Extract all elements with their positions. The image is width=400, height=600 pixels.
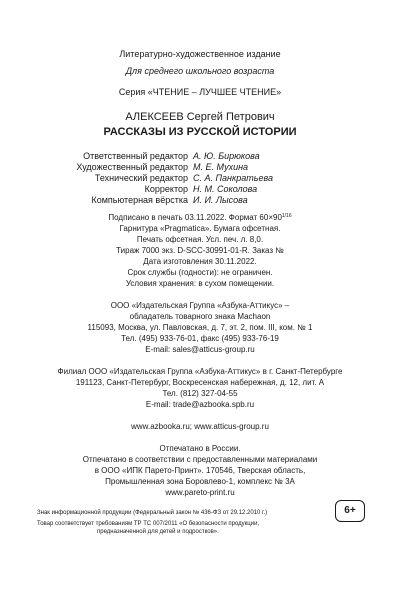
publisher-email: E-mail: sales@atticus-group.ru [145,345,255,354]
credit-role: Корректор [144,184,188,194]
print-run: Тираж 7000 экз. D-SCC-30991-01-R. Заказ № [116,246,284,255]
printed-country: Отпечатано в России. [159,444,241,453]
credit-name: И. И. Лысова [193,195,248,205]
print-signed-text: Подписано в печать 03.11.2022. Формат 60×90 [108,213,282,222]
credit-name: А. Ю. Бирюкова [193,151,260,161]
conformity-line-2: предназначенной для детей и подростков». [97,529,219,535]
info-product-mark: Знак информационной продукции (Федеральный закон № 436-ФЗ от 29.12.2010 г.) [37,510,268,516]
branch-phone: Тел. (812) 327-04-55 [162,389,238,398]
print-date: Дата изготовления 30.11.2022. [143,257,257,266]
format-fraction: 1/16 [281,213,292,219]
credit-role: Технический редактор [94,173,188,183]
credit-role: Компьютерная вёрстка [91,195,188,205]
branch-address: 191123, Санкт-Петербург, Воскресенская набережная, д. 12, лит. А [75,378,325,387]
publisher-address: 115093, Москва, ул. Павловская, д. 7, эт. 2, пом. III, ком. № 1 [87,323,313,332]
printed-site: www.pareto-print.ru [165,488,235,497]
conformity-line-1: Товар соответствует требованиям ТР ТС 007/2011 «О безопасности продукции, [37,521,260,527]
audience-line: Для среднего школьного возраста [125,66,275,76]
print-signed [0,214,400,222]
branch-email: E-mail: trade@azbooka.spb.ru [145,400,255,409]
publisher-name: ООО «Издательская Группа «Азбука-Аттикус» – [110,301,290,310]
credit-row [0,194,400,206]
age-rating-badge: 6+ [335,500,365,522]
edition-type: Литературно-художественное издание [119,49,281,59]
credit-role: Художественный редактор [76,162,188,172]
series-line: Серия «ЧТЕНИЕ – ЛУЧШЕЕ ЧТЕНИЕ» [118,87,282,97]
printed-line-3: Промышленная зона Боровлево-1, комплекс № 3А [105,477,295,486]
shelf-life: Срок службы (годности): не ограничен. [127,268,273,277]
author-name: АЛЕКСЕЕВ Сергей Петрович [125,111,275,123]
credit-name: М. Е. Мухина [193,162,249,172]
printed-line-1: Отпечатано в соответствии с предоставленными материалами [82,455,318,464]
print-typeface: Гарнитура «Pragmatica». Бумага офсетная. [119,224,281,233]
websites-line: www.azbooka.ru; www.atticus-group.ru [131,422,269,431]
credit-role: Ответственный редактор [83,151,188,161]
publisher-trademark: обладатель товарного знака Machaon [129,312,271,321]
branch-name: Филиал ООО «Издательская Группа «Азбука-Аттикус» в г. Санкт-Петербурге [57,367,343,376]
print-method: Печать офсетная. Усл. печ. л. 8,0. [136,235,264,244]
storage-conditions: Условия хранения: в сухом помещении. [125,279,275,288]
publisher-phone: Тел. (495) 933-76-01, факс (495) 933-76-19 [121,334,279,343]
credit-name: С. А. Панкратьева [193,173,273,183]
book-title: РАССКАЗЫ ИЗ РУССКОЙ ИСТОРИИ [103,126,297,138]
printed-line-2: в ООО «ИПК Парето-Принт». 170546, Тверская область, [94,466,306,475]
credit-name: Н. М. Соколова [193,184,258,194]
